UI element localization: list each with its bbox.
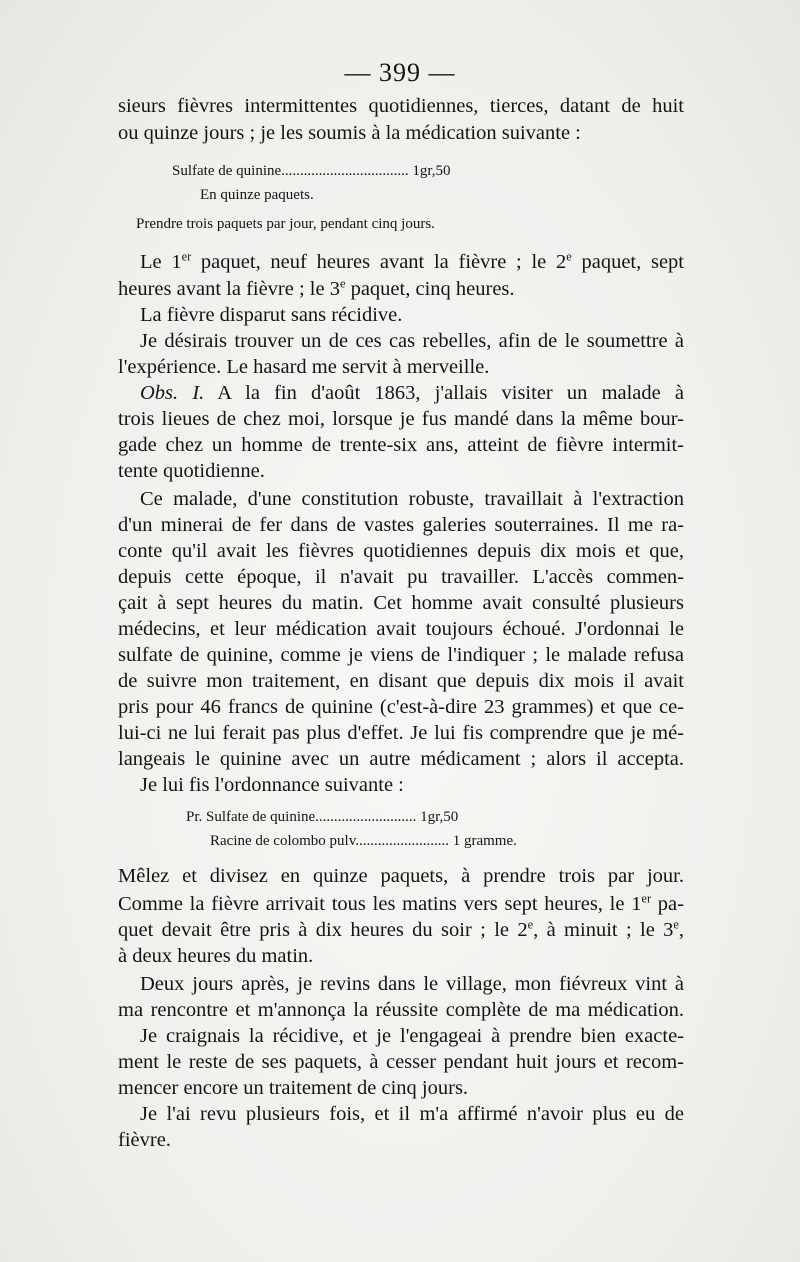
text-line: langeais le quinine avec un autre médicament ; alors il accepta. [118,748,684,770]
text-line: heures avant la fièvre ; le 3e paquet, cinq heures. [118,276,515,300]
text-line: conte qu'il avait les fièvres quotidiennes depuis dix mois et que, [118,540,684,562]
text-line: trois lieues de chez moi, lorsque je fus mandé dans la même bour- [118,408,684,430]
prescription-line: Sulfate de quinine.................................. 1gr,50 [172,163,451,179]
prescription-line: En quinze paquets. [200,187,314,203]
text-line: l'expérience. Le hasard me servit à merveille. [118,356,490,378]
ordinal-suffix: er [641,891,652,906]
text-line: Je désirais trouver un de ces cas rebelles, afin de le soumettre à [140,330,684,352]
text-line: depuis cette époque, il n'avait pu travailler. L'accès commen- [118,566,684,588]
prescription-line: Pr. Sulfate de quinine........................... 1gr,50 [186,809,459,825]
page-number: — 399 — [344,58,456,87]
text-line: quet devait être pris à dix heures du soir ; le 2e, à minuit ; le 3e, [118,917,685,941]
text-line: ou quinze jours ; je les soumis à la médication suivante : [118,122,581,144]
ordinal-suffix: e [673,917,679,932]
ordinal-suffix: er [181,249,192,264]
text-line: lui-ci ne lui ferait pas plus d'effet. Je lui fis comprendre que je mé- [118,722,684,744]
text-line: mencer encore un traitement de cinq jours. [118,1077,469,1099]
text-line: Je lui fis l'ordonnance suivante : [140,774,404,796]
text-line: à deux heures du matin. [118,945,314,967]
prescription-line: Racine de colombo pulv......................... 1 gramme. [210,833,517,849]
text-line: ment le reste de ses paquets, à cesser pendant huit jours et recom- [118,1051,684,1073]
text-line: Je l'ai revu plusieurs fois, et il m'a affirmé n'avoir plus eu de [140,1103,684,1125]
text-line: gade chez un homme de trente-six ans, atteint de fièvre intermit- [118,434,684,456]
text-line: sieurs fièvres intermittentes quotidiennes, tierces, datant de huit [118,95,684,117]
text-line: sulfate de quinine, comme je viens de l'indiquer ; le malade refusa [118,644,684,666]
text-line: pris pour 46 francs de quinine (c'est-à-dire 23 grammes) et que ce- [118,696,684,718]
text-line: d'un minerai de fer dans de vastes galeries souterraines. Il me ra- [118,514,684,536]
text-line: Obs. I. A la fin d'août 1863, j'allais visiter un malade à [140,382,685,404]
text-line: La fièvre disparut sans récidive. [140,304,403,326]
ordinal-suffix: e [339,276,346,291]
text-line: Je craignais la récidive, et je l'engageai à prendre bien exacte- [140,1025,684,1047]
observation-label: Obs. I. [140,382,205,404]
text-line: Comme la fièvre arrivait tous les matins vers sept heures, le 1er pa- [118,891,684,915]
text-line: Ce malade, d'une constitution robuste, travaillait à l'extraction [140,488,684,510]
text-line: tente quotidienne. [118,460,265,482]
prescription-line: Prendre trois paquets par jour, pendant cinq jours. [136,216,435,232]
ordinal-suffix: e [527,917,534,932]
text-line: çait à sept heures du matin. Cet homme avait consulté plusieurs [118,592,684,614]
text-line: Deux jours après, je revins dans le village, mon fiévreux vint à [140,973,684,995]
text-line: fièvre. [118,1129,171,1151]
text-line: Le 1er paquet, neuf heures avant la fièvre ; le 2e paquet, sept [140,249,685,273]
ordinal-suffix: e [566,249,572,264]
text-line: Mêlez et divisez en quinze paquets, à prendre trois par jour. [118,865,684,887]
text-line: de suivre mon traitement, en disant que depuis dix mois il avait [118,670,684,692]
body-text [118,0,684,1262]
text-line: médecins, et leur médication avait toujours échoué. J'ordonnai le [118,618,684,640]
text-line: ma rencontre et m'annonça la réussite complète de ma médication. [118,999,684,1021]
